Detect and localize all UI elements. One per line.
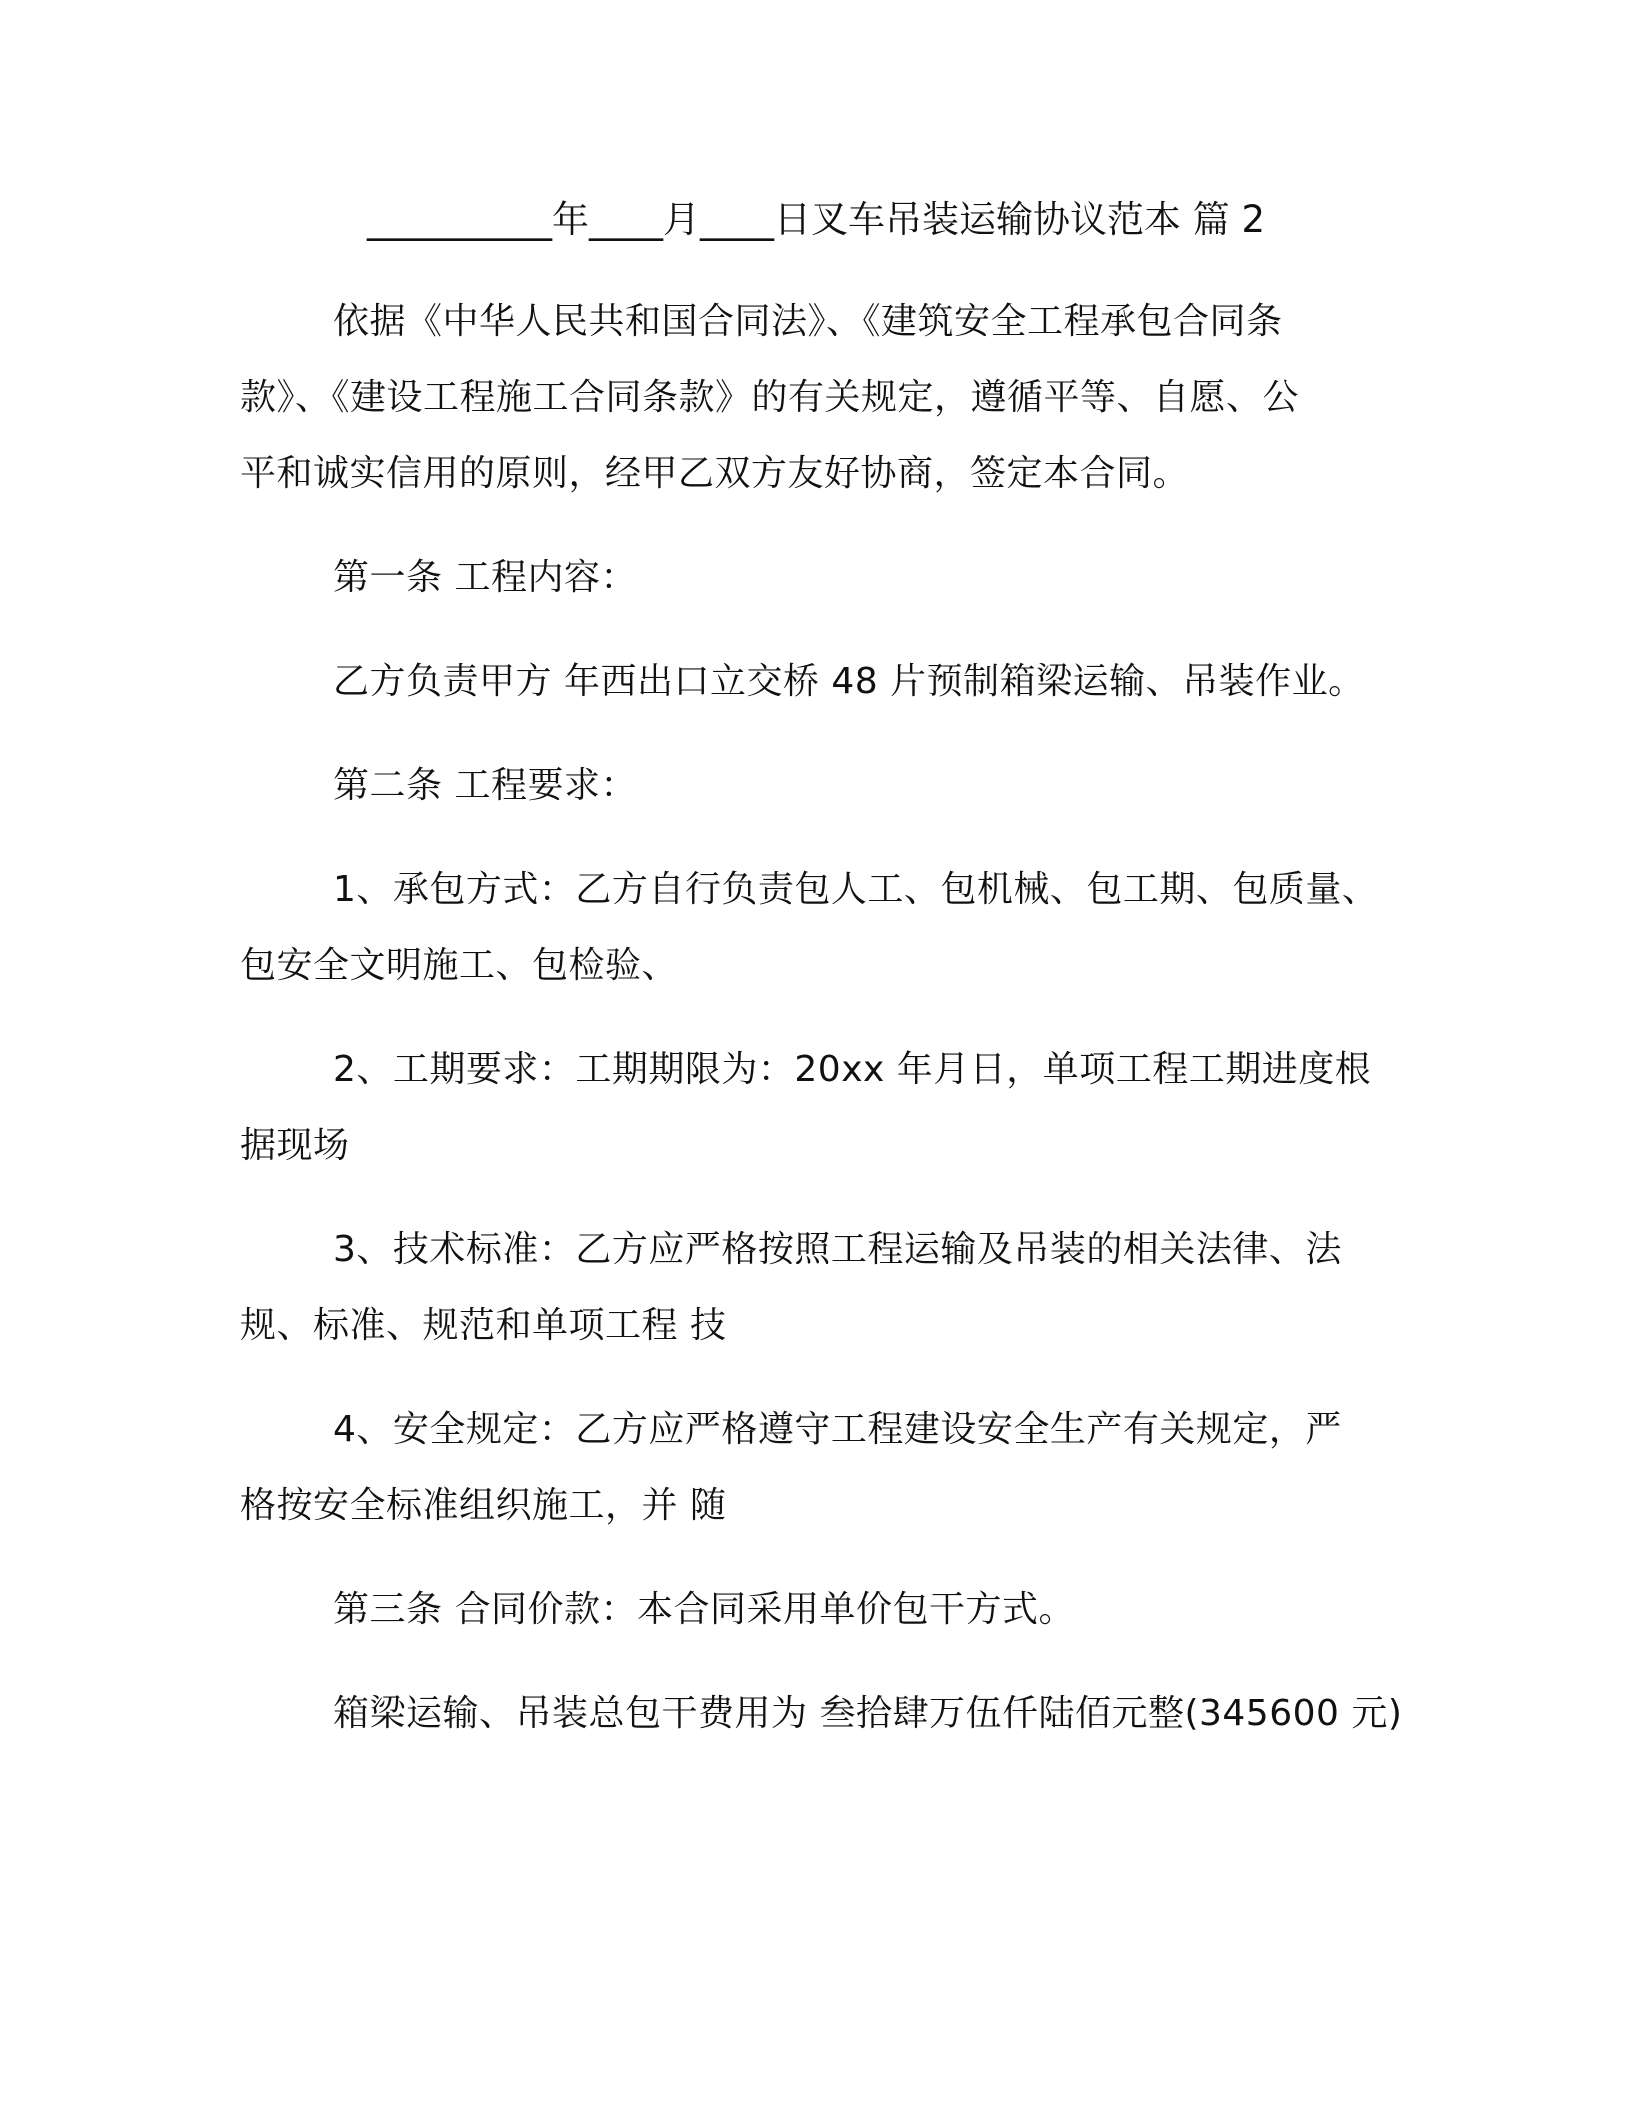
paragraph-line: 款》、《建设工程施工合同条款》的有关规定，遵循平等、自愿、公 bbox=[240, 377, 1300, 418]
section-heading: 第一条 工程内容： bbox=[333, 557, 637, 598]
paragraph-line: 包安全文明施工、包检验、 bbox=[240, 945, 679, 986]
paragraph-line: 平和诚实信用的原则，经甲乙双方友好协商，签定本合同。 bbox=[240, 453, 1190, 494]
paragraph-line: 格按安全标准组织施工，并 随 bbox=[240, 1485, 727, 1526]
paragraph-line: 规、标准、规范和单项工程 技 bbox=[240, 1305, 727, 1346]
paragraph-line: 依据《中华人民共和国合同法》、《建筑安全工程承包合同条 bbox=[333, 301, 1283, 342]
paragraph-line: 1、承包方式：乙方自行负责包人工、包机械、包工期、包质量、 bbox=[333, 869, 1379, 910]
paragraph-line: 据现场 bbox=[240, 1125, 350, 1166]
paragraph-line: 2、工期要求：工期期限为：20xx 年月日，单项工程工期进度根 bbox=[333, 1049, 1372, 1090]
section-heading: 第二条 工程要求： bbox=[333, 765, 637, 806]
section-heading: 第三条 合同价款：本合同采用单价包干方式。 bbox=[333, 1589, 1075, 1630]
paragraph-line: 箱梁运输、吊装总包干费用为 叁拾肆万伍仟陆佰元整(345600 元) bbox=[333, 1693, 1403, 1734]
paragraph-line: 乙方负责甲方 年西出口立交桥 48 片预制箱梁运输、吊装作业。 bbox=[333, 661, 1365, 702]
paragraph-line: 3、技术标准：乙方应严格按照工程运输及吊装的相关法律、法 bbox=[333, 1229, 1342, 1270]
document-title: __________年____月____日叉车吊装运输协议范本 篇 2 bbox=[366, 198, 1266, 241]
paragraph-line: 4、安全规定：乙方应严格遵守工程建设安全生产有关规定，严 bbox=[333, 1409, 1342, 1450]
